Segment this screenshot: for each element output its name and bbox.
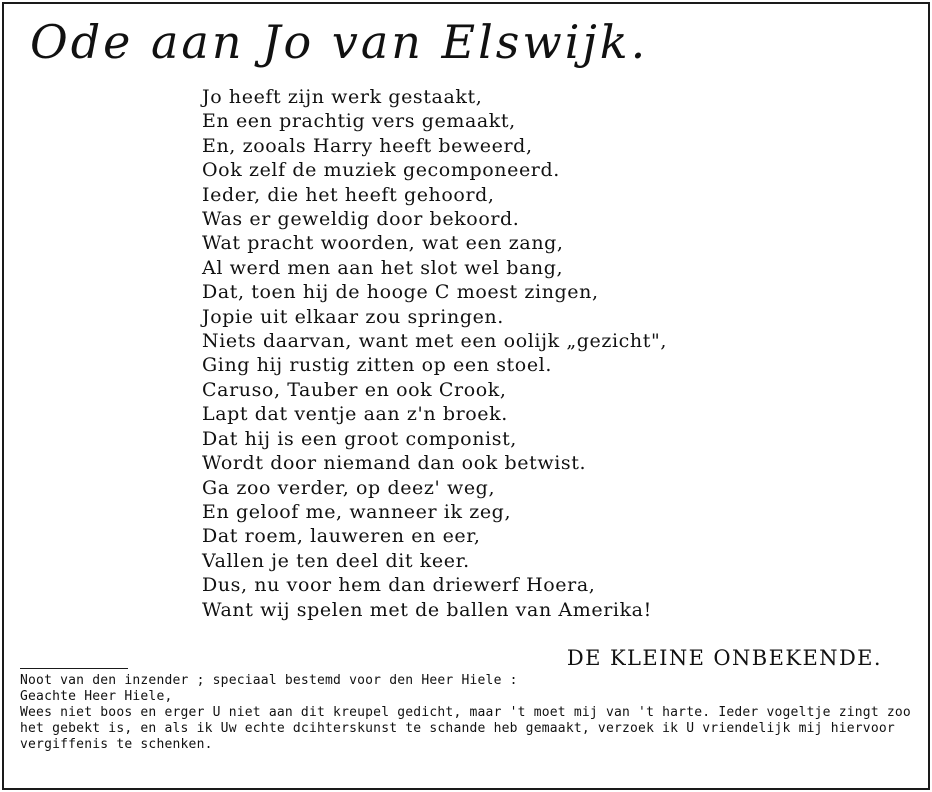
poem-line: Caruso, Tauber en ook Crook, <box>202 378 507 401</box>
note-divider <box>20 668 128 669</box>
poem-line: Wat pracht woorden, wat een zang, <box>202 232 564 255</box>
poem-body <box>202 85 667 622</box>
poem-title: Ode aan Jo van Elswijk. <box>30 15 649 69</box>
sender-note <box>20 673 916 753</box>
poem-line: Niets daarvan, want met een oolijk „gezicht", <box>202 330 667 353</box>
page-frame <box>2 2 930 790</box>
poem-line: En geloof me, wanneer ik zeg, <box>202 500 512 523</box>
note-salutation: Geachte Heer Hiele, <box>20 689 173 704</box>
poem-line: Dus, nu voor hem dan driewerf Hoera, <box>202 574 596 597</box>
poem-line: Al werd men aan het slot wel bang, <box>202 256 564 279</box>
poem-line: Ging hij rustig zitten op een stoel. <box>202 354 552 377</box>
poem-line: Was er geweldig door bekoord. <box>202 208 520 231</box>
note-body: Wees niet boos en erger U niet aan dit kreupel gedicht, maar 't moet mij van 't harte. Ieder vogeltje zingt zoo het gebekt is, en als ik Uw echte dcihterskunst te schande heb gemaakt, verzoek ik U vriendelijk mij hiervoor vergiffenis te schenken. <box>20 705 911 752</box>
poem-line: Jopie uit elkaar zou springen. <box>202 305 504 328</box>
poem-line: Dat, toen hij de hooge C moest zingen, <box>202 281 599 304</box>
poem-line: Wordt door niemand dan ook betwist. <box>202 452 587 475</box>
signature: DE KLEINE ONBEKENDE. <box>566 646 882 670</box>
poem-line: Want wij spelen met de ballen van Amerika! <box>202 598 652 621</box>
poem-line: Lapt dat ventje aan z'n broek. <box>202 403 508 426</box>
poem-line: Dat roem, lauweren en eer, <box>202 525 481 548</box>
poem-line: Vallen je ten deel dit keer. <box>202 549 470 572</box>
poem-line: Dat hij is een groot componist, <box>202 427 517 450</box>
poem-line: Ook zelf de muziek gecomponeerd. <box>202 159 560 182</box>
poem-line: Jo heeft zijn werk gestaakt, <box>202 86 483 108</box>
poem-line: Ga zoo verder, op deez' weg, <box>202 476 496 499</box>
poem-line: En een prachtig vers gemaakt, <box>202 110 516 133</box>
poem-line: En, zooals Harry heeft beweerd, <box>202 134 533 157</box>
poem-line: Ieder, die het heeft gehoord, <box>202 183 495 206</box>
note-intro: Noot van den inzender ; speciaal bestemd voor den Heer Hiele : <box>20 673 518 688</box>
